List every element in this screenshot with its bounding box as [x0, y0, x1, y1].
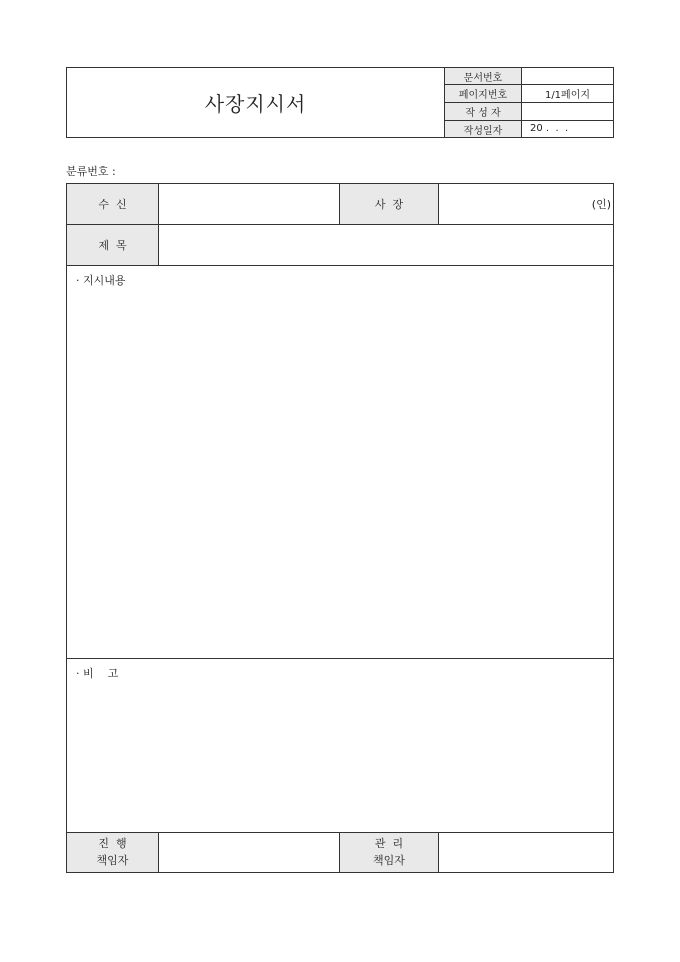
- president-label: 사 장: [339, 183, 439, 225]
- progress-label-line2: 책임자: [96, 854, 129, 867]
- doc-number-value[interactable]: [521, 67, 614, 85]
- progress-manager-field[interactable]: [158, 832, 340, 873]
- president-sign-field[interactable]: [438, 183, 614, 225]
- date-value[interactable]: 20 . . .: [521, 120, 614, 138]
- recipient-field[interactable]: [158, 183, 340, 225]
- page-number-label: 페이지번호: [444, 84, 522, 103]
- content-section[interactable]: [66, 265, 614, 659]
- author-label: 작 성 자: [444, 102, 522, 121]
- subject-field[interactable]: [158, 224, 614, 266]
- header-meta-table: [444, 67, 614, 138]
- content-label: · 지시내용: [76, 274, 126, 287]
- manager-label-line1: 관 리: [374, 837, 404, 850]
- progress-manager-label: [66, 832, 159, 873]
- progress-label-line1: 진 행: [98, 837, 127, 850]
- classification-label: 분류번호 :: [66, 165, 116, 178]
- doc-number-label: 문서번호: [444, 67, 522, 85]
- remarks-section[interactable]: [66, 658, 614, 833]
- manager-label-line2: 책임자: [373, 854, 405, 867]
- recipient-label: 수 신: [66, 183, 159, 225]
- subject-label: 제 목: [66, 224, 159, 266]
- seal-mark: (인): [591, 198, 611, 211]
- remarks-label: · 비 고: [76, 667, 119, 680]
- author-value[interactable]: [521, 102, 614, 121]
- date-label: 작성일자: [444, 120, 522, 138]
- page-number-value: 1/1페이지: [521, 84, 614, 103]
- admin-manager-field[interactable]: [438, 832, 614, 873]
- admin-manager-label: [339, 832, 439, 873]
- document-title: 사장지시서: [204, 92, 307, 116]
